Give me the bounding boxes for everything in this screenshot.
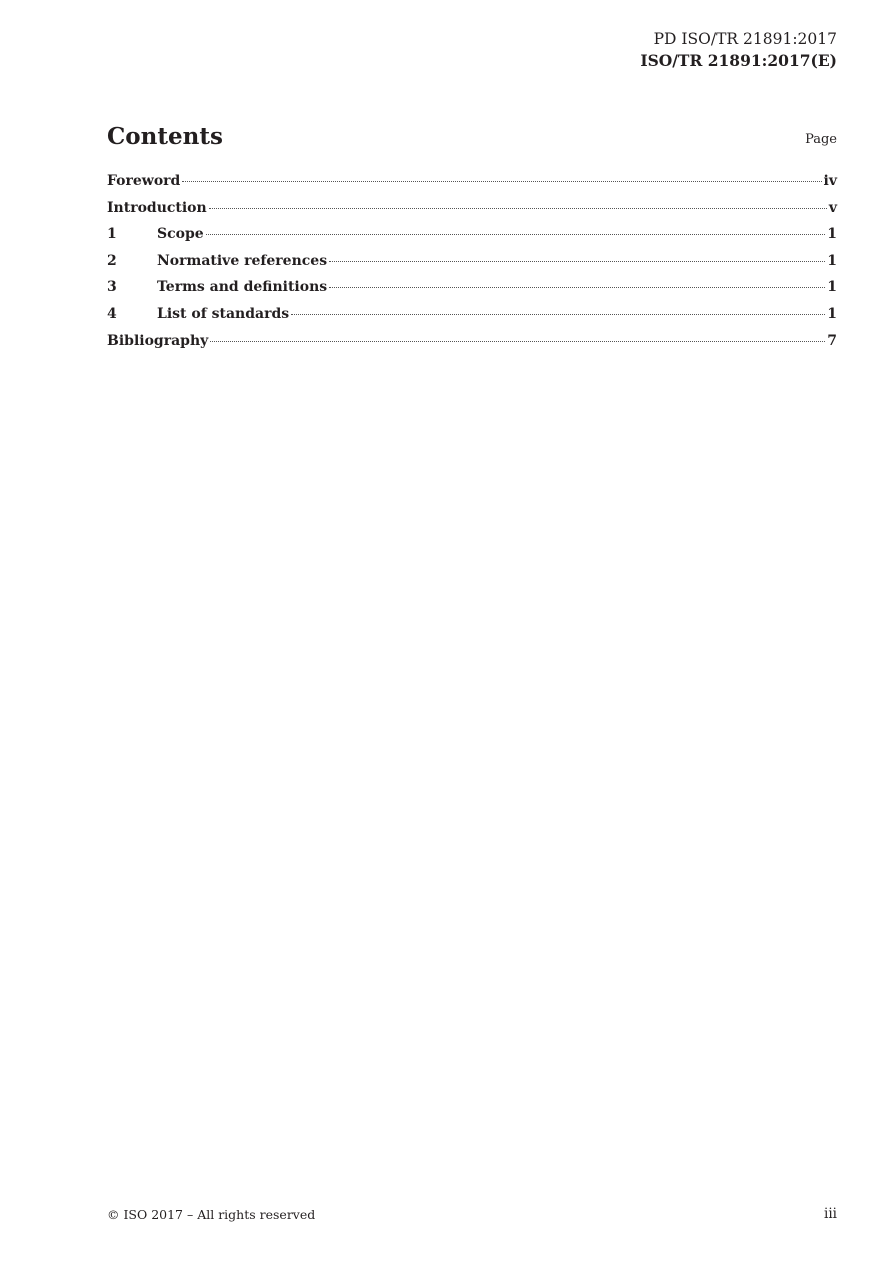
toc-entry-title: Normative references <box>157 252 328 269</box>
toc-leader-dots <box>182 181 821 182</box>
toc-leader-dots <box>209 208 827 209</box>
toc-entry-page: iv <box>823 173 837 189</box>
toc-entry-number: 3 <box>107 279 117 296</box>
toc-entry-page: 1 <box>827 305 837 322</box>
toc-leader-dots <box>210 341 825 342</box>
toc-entry-bibliography[interactable] <box>107 333 837 360</box>
toc-entry-number: 2 <box>107 252 117 269</box>
toc-leader-dots <box>329 287 825 288</box>
toc-entry-introduction[interactable] <box>107 200 837 227</box>
copyright-notice: © ISO 2017 – All rights reserved <box>107 1207 316 1222</box>
toc-entry-terms-and-definitions[interactable] <box>107 279 837 306</box>
toc-entry-title: Bibliography <box>107 332 209 349</box>
table-of-contents <box>107 173 837 359</box>
document-header <box>640 29 837 71</box>
toc-leader-dots <box>291 314 825 315</box>
toc-entry-number: 1 <box>107 226 117 243</box>
toc-entry-scope[interactable] <box>107 226 837 253</box>
toc-entry-list-of-standards[interactable] <box>107 306 837 333</box>
toc-leader-dots <box>329 261 825 262</box>
toc-entry-page: 7 <box>827 332 837 349</box>
toc-entry-title: Terms and definitions <box>157 279 328 296</box>
toc-entry-normative-references[interactable] <box>107 253 837 280</box>
toc-entry-title: Foreword <box>107 173 181 189</box>
toc-entry-title: Scope <box>157 226 204 243</box>
toc-leader-dots <box>206 234 826 235</box>
toc-entry-title: Introduction <box>107 199 207 216</box>
contents-heading: Contents <box>107 123 223 150</box>
toc-entry-title: List of standards <box>157 305 290 322</box>
iso-document-id: ISO/TR 21891:2017(E) <box>640 51 837 70</box>
toc-entry-page: 1 <box>827 226 837 243</box>
pd-document-id: PD ISO/TR 21891:2017 <box>653 30 837 48</box>
toc-entry-foreword[interactable] <box>107 173 837 200</box>
toc-entry-number: 4 <box>107 305 117 322</box>
toc-entry-page: 1 <box>827 252 837 269</box>
page-column-label: Page <box>805 132 837 147</box>
page-number: iii <box>824 1206 837 1222</box>
toc-entry-page: v <box>828 199 837 216</box>
toc-entry-page: 1 <box>827 279 837 296</box>
